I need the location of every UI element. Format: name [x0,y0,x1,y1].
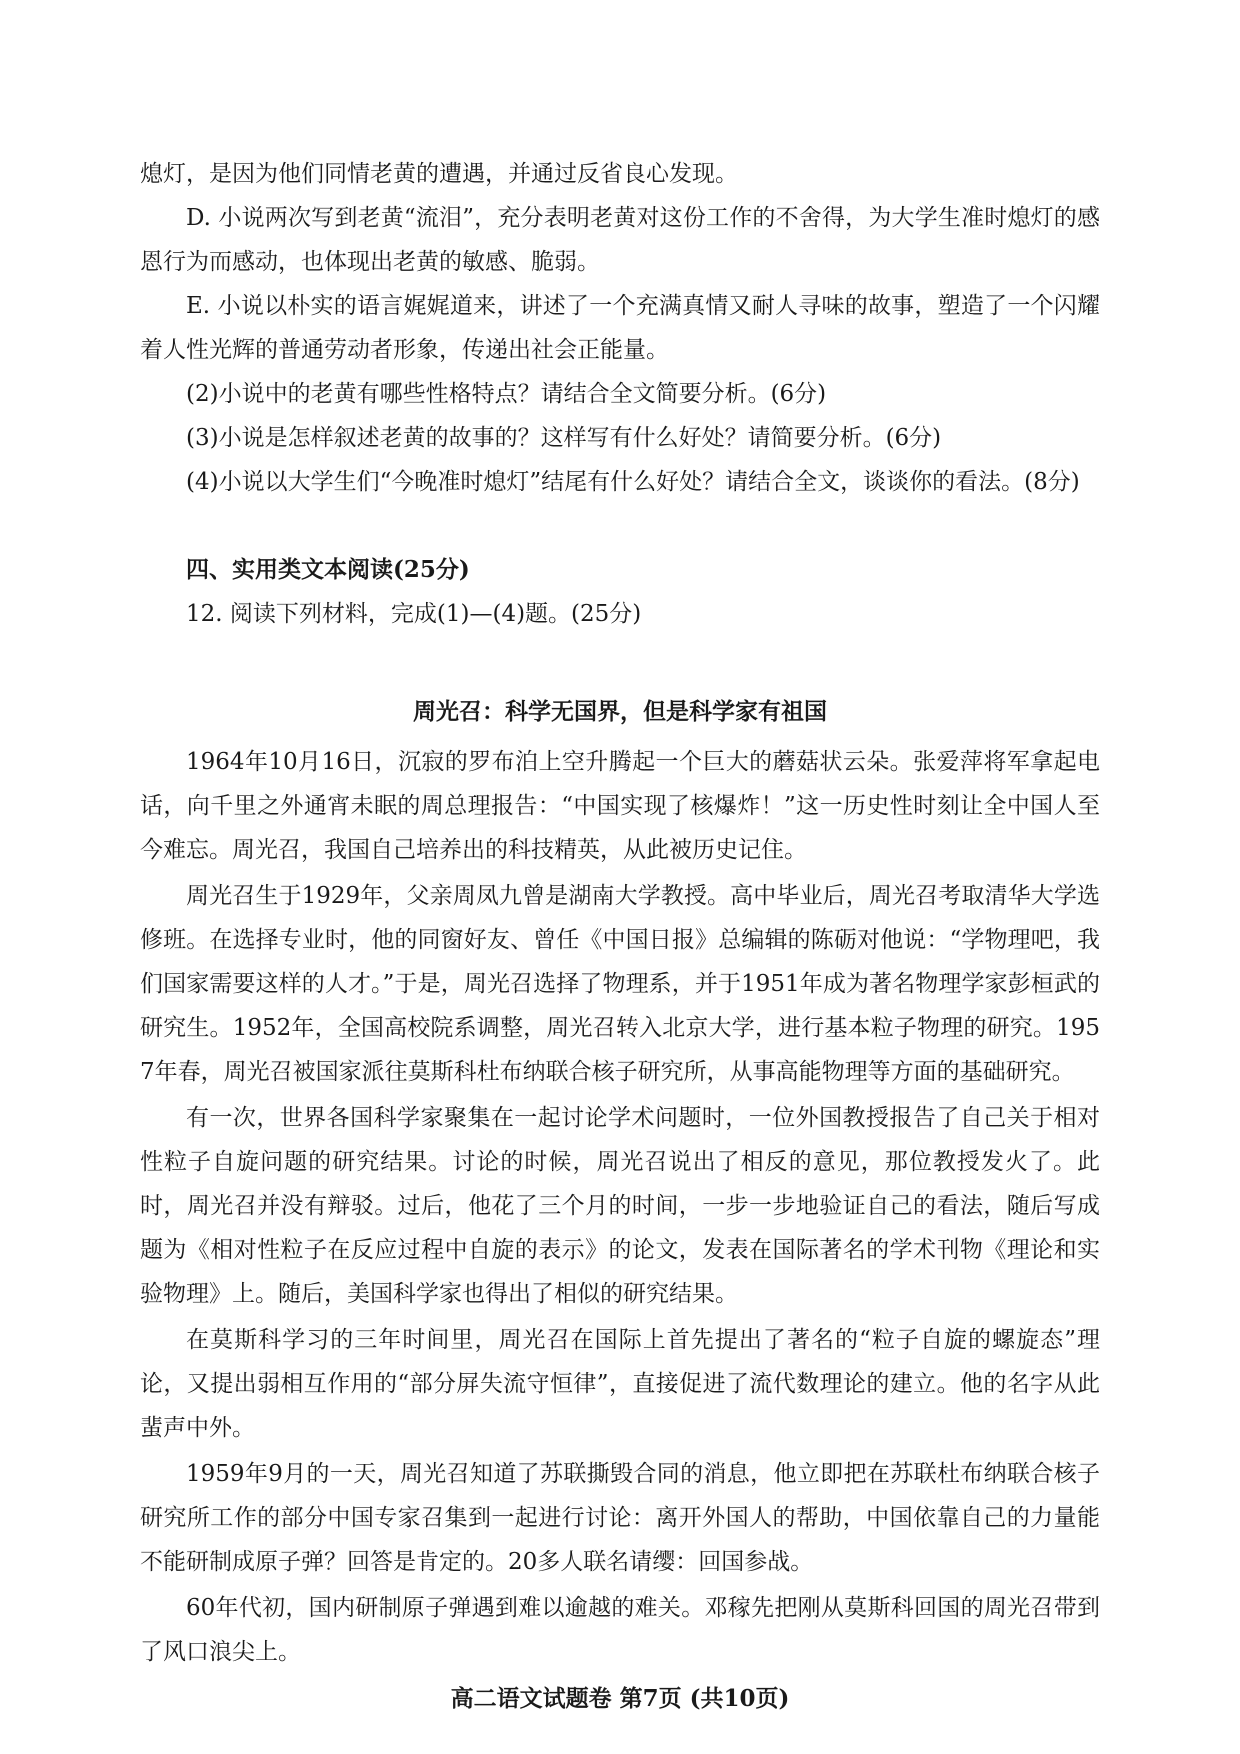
section-four [140,548,1100,636]
article-paragraph: 在莫斯科学习的三年时间里，周光召在国际上首先提出了著名的“粒子自旋的螺旋态”理论，又提出弱相互作用的“部分屏失流守恒律”，直接促进了流代数理论的建立。他的名字从此蜚声中外。 [140,1327,1100,1441]
section-heading: 四、实用类文本阅读(25分) [186,556,470,583]
article-title: 周光召：科学无国界，但是科学家有祖国 [413,698,827,725]
option-e: E. 小说以朴实的语言娓娓道来，讲述了一个充满真情又耐人寻味的故事，塑造了一个闪耀着人性光辉的普通劳动者形象，传递出社会正能量。 [140,293,1100,363]
question-3: (3)小说是怎样叙述老黄的故事的？这样写有什么好处？请简要分析。(6分) [186,425,942,451]
question-continuation [140,152,1100,504]
article-paragraph: 1959年9月的一天，周光召知道了苏联撕毁合同的消息，他立即把在苏联杜布纳联合核子研究所工作的部分中国专家召集到一起进行讨论：离开外国人的帮助，中国依靠自己的力量能不能研制成原子弹？回答是肯定的。20多人联名请缨：回国参战。 [140,1461,1100,1575]
question-2: (2)小说中的老黄有哪些性格特点？请结合全文简要分析。(6分) [186,381,827,407]
question-4: (4)小说以大学生们“今晚准时熄灯”结尾有什么好处？请结合全文，谈谈你的看法。(8分) [186,469,1080,495]
article-paragraph: 周光召生于1929年，父亲周凤九曾是湖南大学教授。高中毕业后，周光召考取清华大学选修班。在选择专业时，他的同窗好友、曾任《中国日报》总编辑的陈砺对他说：“学物理吧，我们国家需要这样的人才。”于是，周光召选择了物理系，并于1951年成为著名物理学家彭桓武的研究生。1952年，全国高校院系调整，周光召转入北京大学，进行基本粒子物理的研究。1957年春，周光召被国家派往莫斯科杜布纳联合核子研究所，从事高能物理等方面的基础研究。 [140,883,1100,1085]
page-footer: 高二语文试题卷 第7页 (共10页) [450,1685,790,1712]
article [140,690,1100,1676]
article-paragraph: 60年代初，国内研制原子弹遇到难以逾越的难关。邓稼先把刚从莫斯科回国的周光召带到了风口浪尖上。 [140,1595,1100,1665]
section-instruction: 12. 阅读下列材料，完成(1)—(4)题。(25分) [186,601,642,627]
article-paragraph: 有一次，世界各国科学家聚集在一起讨论学术问题时，一位外国教授报告了自己关于相对性粒子自旋问题的研究结果。讨论的时候，周光召说出了相反的意见，那位教授发火了。此时，周光召并没有辩驳。过后，他花了三个月的时间，一步一步地验证自己的看法，随后写成题为《相对性粒子在反应过程中自旋的表示》的论文，发表在国际著名的学术刊物《理论和实验物理》上。随后，美国科学家也得出了相似的研究结果。 [140,1105,1100,1307]
article-paragraph: 1964年10月16日，沉寂的罗布泊上空升腾起一个巨大的蘑菇状云朵。张爱萍将军拿起电话，向千里之外通宵未眠的周总理报告：“中国实现了核爆炸！”这一历史性时刻让全中国人至今难忘。周光召，我国自己培养出的科技精英，从此被历史记住。 [140,749,1100,863]
option-d: D. 小说两次写到老黄“流泪”，充分表明老黄对这份工作的不舍得，为大学生准时熄灯的感恩行为而感动，也体现出老黄的敏感、脆弱。 [140,205,1100,275]
previous-option-continuation: 熄灯，是因为他们同情老黄的遭遇，并通过反省良心发现。 [140,161,738,187]
